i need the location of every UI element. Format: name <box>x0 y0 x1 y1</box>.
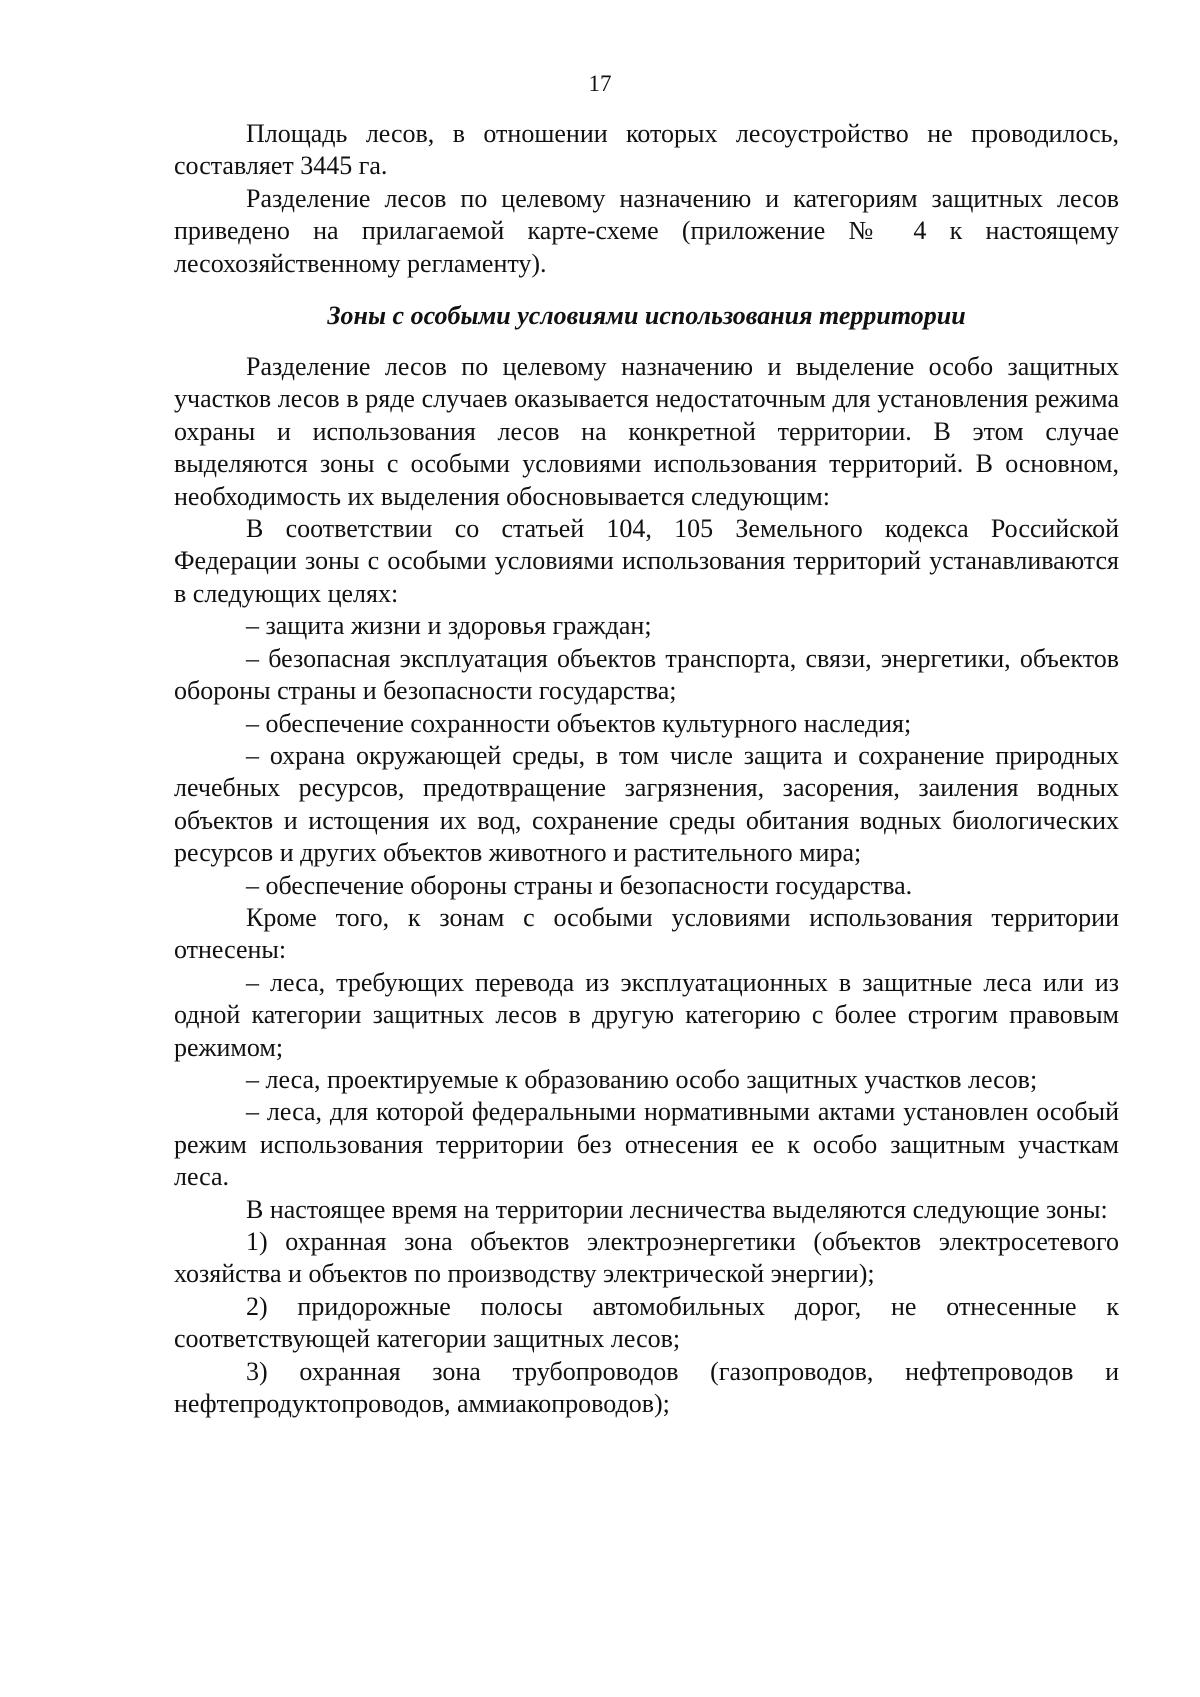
list-item: – обеспечение сохранности объектов культурного наследия; <box>246 708 912 738</box>
numbered-item: 2) придорожные полосы автомобильных дорог, не отнесенные к соответствующей категории защитных лесов; <box>174 1291 1119 1354</box>
paragraph: Разделение лесов по целевому назначению и выделение особо защитных участков лесов в ряде случаев оказывается недостаточным для установления режима охраны и использования лесов на конкретной территории. В этом случае выделяются зоны с особыми условиями использования территорий. В основном, необходимость их выделения обосновывается следующим: <box>174 352 1119 511</box>
page-number: 17 <box>588 71 612 96</box>
numbered-item: 3) охранная зона трубопроводов (газопроводов, нефтепроводов и нефтепродуктопроводов, аммиакопроводов); <box>174 1356 1119 1419</box>
paragraph: В соответствии со статьей 104, 105 Земельного кодекса Российской Федерации зоны с особыми условиями использования территорий устанавливаются в следующих целях: <box>174 514 1119 608</box>
list-item: – безопасная эксплуатация объектов транспорта, связи, энергетики, объектов обороны страны и безопасности государства; <box>174 643 1119 706</box>
list-item: – обеспечение обороны страны и безопасности государства. <box>246 870 913 900</box>
list-item: – леса, для которой федеральными нормативными актами установлен особый режим использования территории без отнесения ее к особо защитным участкам леса. <box>174 1097 1119 1192</box>
list-item: – защита жизни и здоровья граждан; <box>246 611 652 641</box>
list-item: – леса, требующих перевода из эксплуатационных в защитные леса или из одной категории защитных лесов в другую категорию с более строгим правовым режимом; <box>174 967 1119 1062</box>
paragraph: Кроме того, к зонам с особыми условиями использования территории отнесены: <box>174 902 1119 965</box>
paragraph: Разделение лесов по целевому назначению и категориям защитных лесов приведено на прилагаемой карте-схеме (приложение № 4 к настоящему лесохозяйственному регламенту). <box>174 183 1119 278</box>
numbered-item: 1) охранная зона объектов электроэнергетики (объектов электросетевого хозяйства и объектов по производству электрической энергии); <box>174 1227 1119 1289</box>
list-item: – охрана окружающей среды, в том числе защита и сохранение природных лечебных ресурсов, предотвращение загрязнения, засорения, заиления водных объектов и истощения их вод, сохранение среды обитания водных биологических ресурсов и других объектов животного и растительного мира; <box>174 740 1119 868</box>
document-body <box>174 118 1119 1420</box>
paragraph: Площадь лесов, в отношении которых лесоустройство не проводилось, составляет 3445 га. <box>174 119 1119 181</box>
list-item: – леса, проектируемые к образованию особо защитных участков лесов; <box>246 1064 1038 1094</box>
section-heading: Зоны с особыми условиями использования территории <box>327 301 966 331</box>
paragraph: В настоящее время на территории лесничества выделяются следующие зоны: <box>246 1194 1108 1224</box>
